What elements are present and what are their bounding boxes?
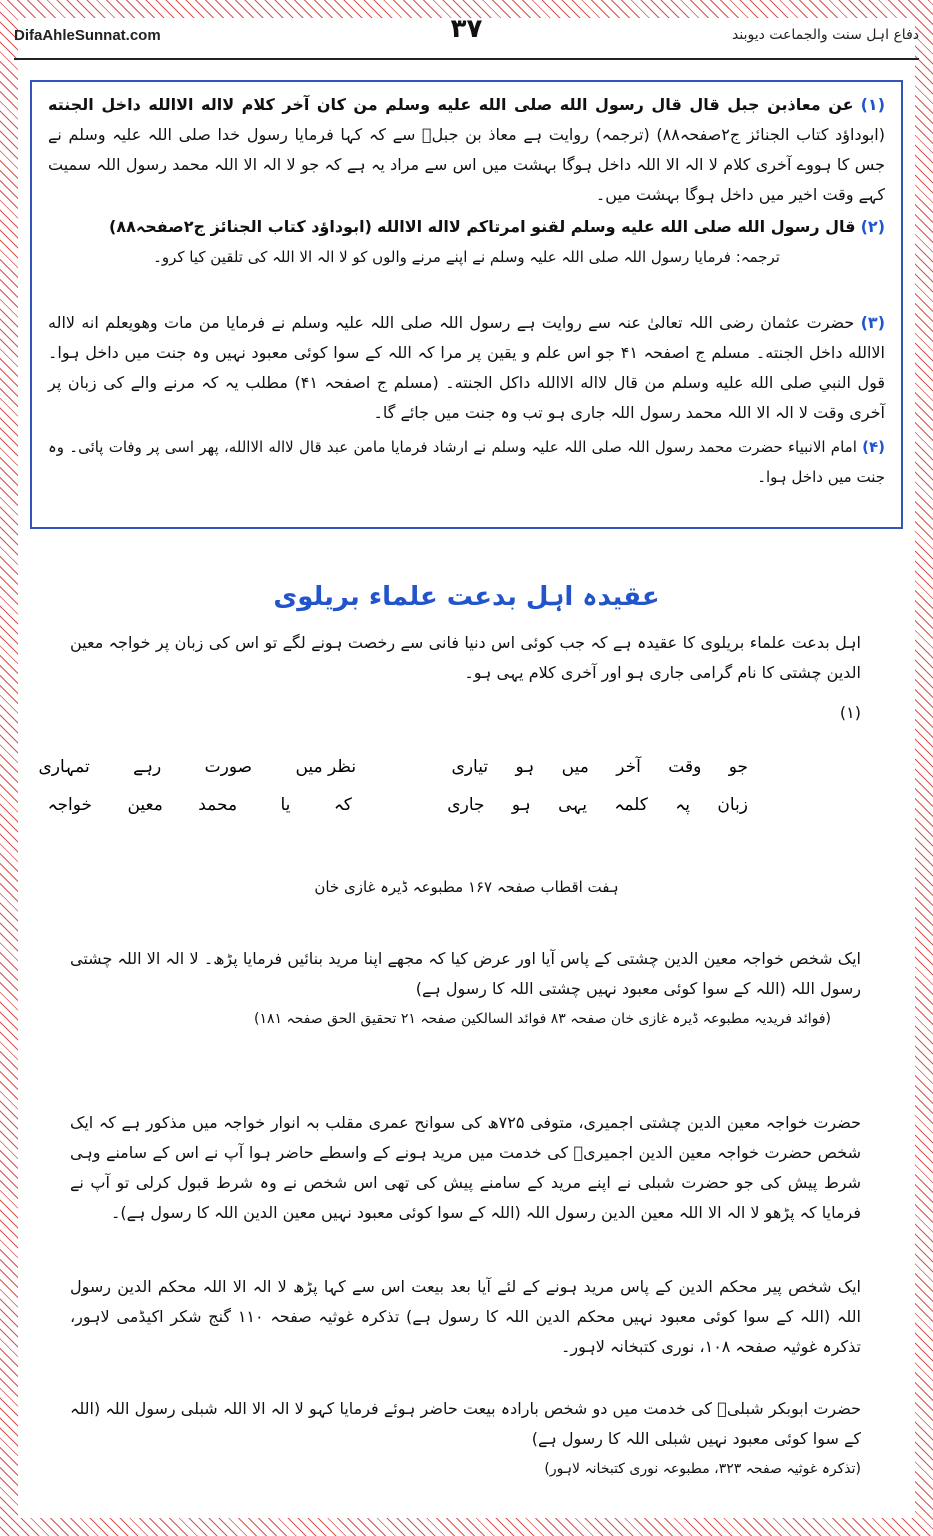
verse-word: وقت [668, 757, 702, 777]
verse-word: صورت [204, 757, 253, 777]
hadith-4-text: امام الانبیاء حضرت محمد رسول اللہ صلی اللہ علیہ وسلم نے ارشاد فرمایا مامن عبد قال لااله الاالله، پھر اسی پر وفات پائی۔ وہ جنت میں داخل ہوا۔ [48, 438, 885, 486]
page-header [14, 14, 919, 52]
reference-4: (تذکرہ غوثیہ صفحہ ۳۲۳، مطبوعہ نوری کتبخانہ لاہور) [544, 1461, 861, 1477]
hadith-box [30, 80, 903, 529]
hadith-2-number: (۲) [860, 217, 885, 236]
hadith-2-ref: (ابوداؤد کتاب الجنائز ج۲صفحہ۸۸) [109, 217, 372, 236]
hadith-2-translation: ترجمہ: فرمایا رسول اللہ صلی اللہ علیہ وسلم نے اپنے مرنے والوں کو لا الہ الا اللہ کی تلقین کیا کرو۔ [153, 248, 780, 266]
hadith-3-number: (۳) [860, 313, 885, 332]
verse-word: معین [127, 795, 163, 815]
verse-word: پہ [675, 795, 690, 815]
hadith-2 [48, 212, 885, 242]
verse-word: میں [561, 757, 589, 777]
hadith-3-text: حضرت عثمان رضی اللہ تعالیٰ عنہ سے روایت ہے رسول اللہ صلی اللہ علیہ وسلم نے فرمایا من مات وهويعلم انه لااله الاالله داخل الجنته۔ مسلم ج اصفحہ ۴۱ جو اس علم و یقین پر مرا کہ اللہ کے سوا کوئی معبود نہیں وہ جنت میں داخل ہوا۔ قول النبي صلى الله عليه وسلم من قال لااله الاالله داكل الجنته۔ (مسلم ج اصفحہ ۴۱) مطلب یہ کہ مرنے والے کی زبان پر آخری وقت لا الہ الا اللہ محمد رسول اللہ جاری ہو تب وہ جنت میں جائے گا۔ [48, 313, 886, 422]
verse-word: نظر میں [295, 757, 357, 777]
hadith-4-number: (۴) [862, 438, 885, 456]
verse-word: یہی [558, 795, 587, 815]
verse-marker: (۱) [839, 703, 861, 722]
section-title: عقیدہ اہل بدعت علماء بریلوی [273, 582, 660, 612]
verse-word: محمد [198, 795, 238, 815]
verse-word: ہو [511, 795, 531, 815]
verse-word: تمہاری [38, 757, 90, 777]
verse-word: جو [728, 757, 748, 777]
hadith-3 [48, 308, 885, 428]
verse-word: کہ [333, 795, 352, 815]
verse-word: تیاری [451, 757, 489, 777]
verse-word: رہے [133, 757, 162, 777]
verse-word: جاری [447, 795, 485, 815]
verse-word: خواجہ [47, 795, 93, 815]
reference-2: (فوائد فریدیہ مطبوعہ ڈیرہ غازی خان صفحہ ۸۳ فوائد السالکین صفحہ ۲۱ تحقیق الحق صفحہ ۱۸۱) [254, 1011, 831, 1027]
paragraph-2: حضرت خواجہ معین الدین چشتی اجمیری، متوفی ۷۲۵ھ کی سوانح عمری مقلب بہ انوار خواجہ میں مذکور ہے کہ ایک شخص حضرت خواجہ معین الدین اجمیریؒ کی خدمت میں مرید ہونے کے واسطے حاضر ہوا آپ نے اس کے سامنے وہی شرط پیش کی جو حضرت شبلی نے اپنے مرید کے سامنے پیش کی تھی اس شخص نے وہ شرط قبول کرلی تو آپ نے فرمایا کہ پڑھو لا الہ الا اللہ معین الدین رسول اللہ (اللہ کے سوا کوئی معبود نہیں معین الدین اللہ کا رسول ہے)۔ [70, 1113, 861, 1222]
verse-word: زبان [717, 795, 748, 815]
intro-paragraph: اہل بدعت علماء بریلوی کا عقیدہ ہے کہ جب کوئی اس دنیا فانی سے رخصت ہونے لگے تو اس کی زبان پر خواجہ معین الدین چشتی کا نام گرامی جاری ہو اور آخری کلام یہی ہو۔ [70, 633, 862, 682]
verse-line-1 [16, 756, 748, 777]
hadith-1-arabic: عن معاذبن جبل قال قال رسول الله صلى الله عليه وسلم من كان آخر كلام لااله الاالله داخل الجنته [48, 95, 854, 114]
hadith-4 [48, 432, 885, 492]
page-number: ۳۷ [450, 14, 483, 44]
verse-word: یا [280, 795, 291, 815]
paragraph-3: ایک شخص پیر محکم الدین کے پاس مرید ہونے کے لئے آیا بعد بیعت اس سے کہا پڑھ لا الہ الا اللہ محکم الدین رسول اللہ (اللہ کے سوا کوئی معبود نہیں محکم الدین اللہ کا رسول ہے) تذکرہ غوثیہ صفحہ ۱۱۰ گنج شکر اکیڈمی لاہور، تذکرہ غوثیہ صفحہ ۱۰۸، نوری کتبخانہ لاہور۔ [70, 1277, 861, 1356]
verse-line-2 [26, 794, 748, 815]
site-url[interactable]: DifaAhleSunnat.com [14, 26, 161, 44]
verse-word: آخر [616, 757, 641, 777]
paragraph-1: ایک شخص خواجہ معین الدین چشتی کے پاس آیا اور عرض کیا کہ مجھے اپنا مرید بنائیں فرمایا پڑھ۔ لا الہ الا اللہ چشتی رسول اللہ (اللہ کے سوا کوئی معبود نہیں چشتی اللہ کا رسول ہے) [70, 949, 861, 998]
paragraph-4: حضرت ابوبکر شبلیؒ کی خدمت میں دو شخص بارادہ بیعت حاضر ہوئے فرمایا کہو لا الہ الا اللہ شبلی رسول اللہ (اللہ کے سوا کوئی معبود نہیں شبلی اللہ کا رسول ہے) [70, 1399, 861, 1448]
hadith-2-arabic: قال رسول الله صلى الله عليه وسلم لقنو امرتاكم لااله الاالله [376, 217, 856, 236]
hadith-1-number: (۱) [860, 95, 885, 114]
hadith-1-ref: (ابوداؤد کتاب الجنائز ج۲صفحہ۸۸) [656, 125, 885, 144]
header-divider [14, 58, 919, 60]
verse-word: کلمہ [614, 795, 648, 815]
verse-word: ہو [515, 757, 535, 777]
reference-1: ہفت اقطاب صفحہ ۱۶۷ مطبوعہ ڈیرہ غازی خان [314, 878, 619, 896]
hadith-1 [48, 90, 885, 210]
book-title: دفاع اہل سنت والجماعت دیوبند [732, 27, 919, 43]
hadith-1-translation: (ترجمہ) روایت ہے معاذ بن جبلؓ سے کہ کہا فرمایا رسول خدا صلی اللہ علیہ وسلم نے جس کا ہووے آخری کلام لا الہ الا اللہ داخل ہوگا بہشت میں اس سے مراد یہ ہے کہ جو لا الہ الا اللہ محمد رسول اللہ سمیت کہے وقت اخیر میں داخل ہوگا بہشت میں۔ [48, 125, 885, 204]
